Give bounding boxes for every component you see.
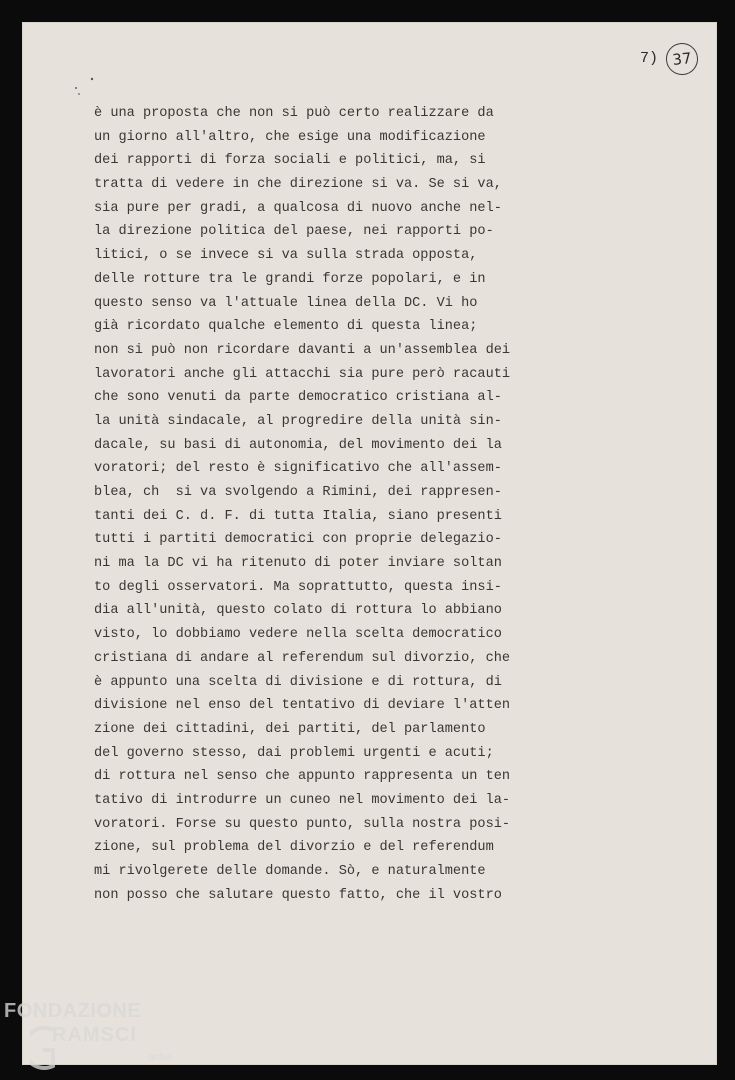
document-page [22, 22, 717, 1065]
text-line: sia pure per gradi, a qualcosa di nuovo anche nel- [94, 200, 502, 216]
text-line: to degli osservatori. Ma soprattutto, questa insi- [94, 579, 502, 595]
text-line: delle rotture tra le grandi forze popolari, e in [94, 271, 486, 287]
text-line: tanti dei C. d. F. di tutta Italia, siano presenti [94, 508, 502, 524]
text-line: lavoratori anche gli attacchi sia pure però racauti [94, 366, 511, 382]
text-line: tativo di introdurre un cuneo nel movimento dei la- [94, 792, 511, 808]
text-line: voratori. Forse su questo punto, sulla nostra posi- [94, 816, 511, 832]
archive-stamp-number: 37 [664, 41, 699, 76]
text-line: zione dei cittadini, dei partiti, del parlamento [94, 721, 486, 737]
page-number: 7) [640, 50, 659, 67]
text-line: del governo stesso, dai problemi urgenti e acuti; [94, 745, 494, 761]
text-line: già ricordato qualche elemento di questa linea; [94, 319, 478, 335]
text-line: ni ma la DC vi ha ritenuto di poter inviare soltan [94, 556, 502, 572]
text-line: cristiana di andare al referendum sul divorzio, che [94, 650, 511, 666]
text-line: voratori; del resto è significativo che all'assem- [94, 461, 502, 477]
text-line: tutti i partiti democratici con proprie delegazio- [94, 532, 502, 548]
text-line: un giorno all'altro, che esige una modificazione [94, 129, 486, 145]
fondazione-gramsci-watermark [4, 1000, 194, 1075]
text-line: la unità sindacale, al progredire della unità sin- [94, 413, 502, 429]
watermark-suffix: onlus [148, 1052, 172, 1063]
text-line: di rottura nel senso che appunto rappresenta un ten [94, 769, 511, 785]
text-line: dei rapporti di forza sociali e politici, ma, si [94, 153, 486, 169]
text-line: blea, ch si va svolgendo a Rimini, dei rappresen- [94, 485, 502, 500]
text-line: zione, sul problema del divorzio e del referendum [94, 840, 494, 856]
watermark-line1: FONDAZIONE [4, 1000, 142, 1022]
text-line: mi rivolgerete delle domande. Sò, e naturalmente [94, 864, 486, 879]
text-line: questo senso va l'attuale linea della DC. Vi ho [94, 295, 478, 311]
typed-text-body [94, 102, 534, 907]
text-line: la direzione politica del paese, nei rapporti po- [94, 224, 494, 240]
text-line: dia all'unità, questo colato di rottura lo abbiano [94, 603, 502, 619]
text-line: dacale, su basi di autonomia, del movimento dei la [94, 437, 502, 453]
text-line: non si può non ricordare davanti a un'assemblea dei [94, 342, 511, 358]
ink-specks [72, 74, 102, 104]
text-line: visto, lo dobbiamo vedere nella scelta democratico [94, 627, 502, 643]
text-line: che sono venuti da parte democratico cristiana al- [94, 390, 502, 406]
watermark-line2: RAMSCI [52, 1024, 137, 1046]
text-line: è appunto una scelta di divisione e di rottura, di [94, 674, 502, 690]
text-line: è una proposta che non si può certo realizzare da [94, 106, 494, 121]
text-line: non posso che salutare questo fatto, che il vostro [94, 887, 502, 903]
text-line: tratta di vedere in che direzione si va. Se si va, [94, 177, 502, 193]
text-line: litici, o se invece si va sulla strada opposta, [94, 248, 478, 264]
text-line: divisione nel enso del tentativo di deviare l'atten [94, 698, 511, 714]
